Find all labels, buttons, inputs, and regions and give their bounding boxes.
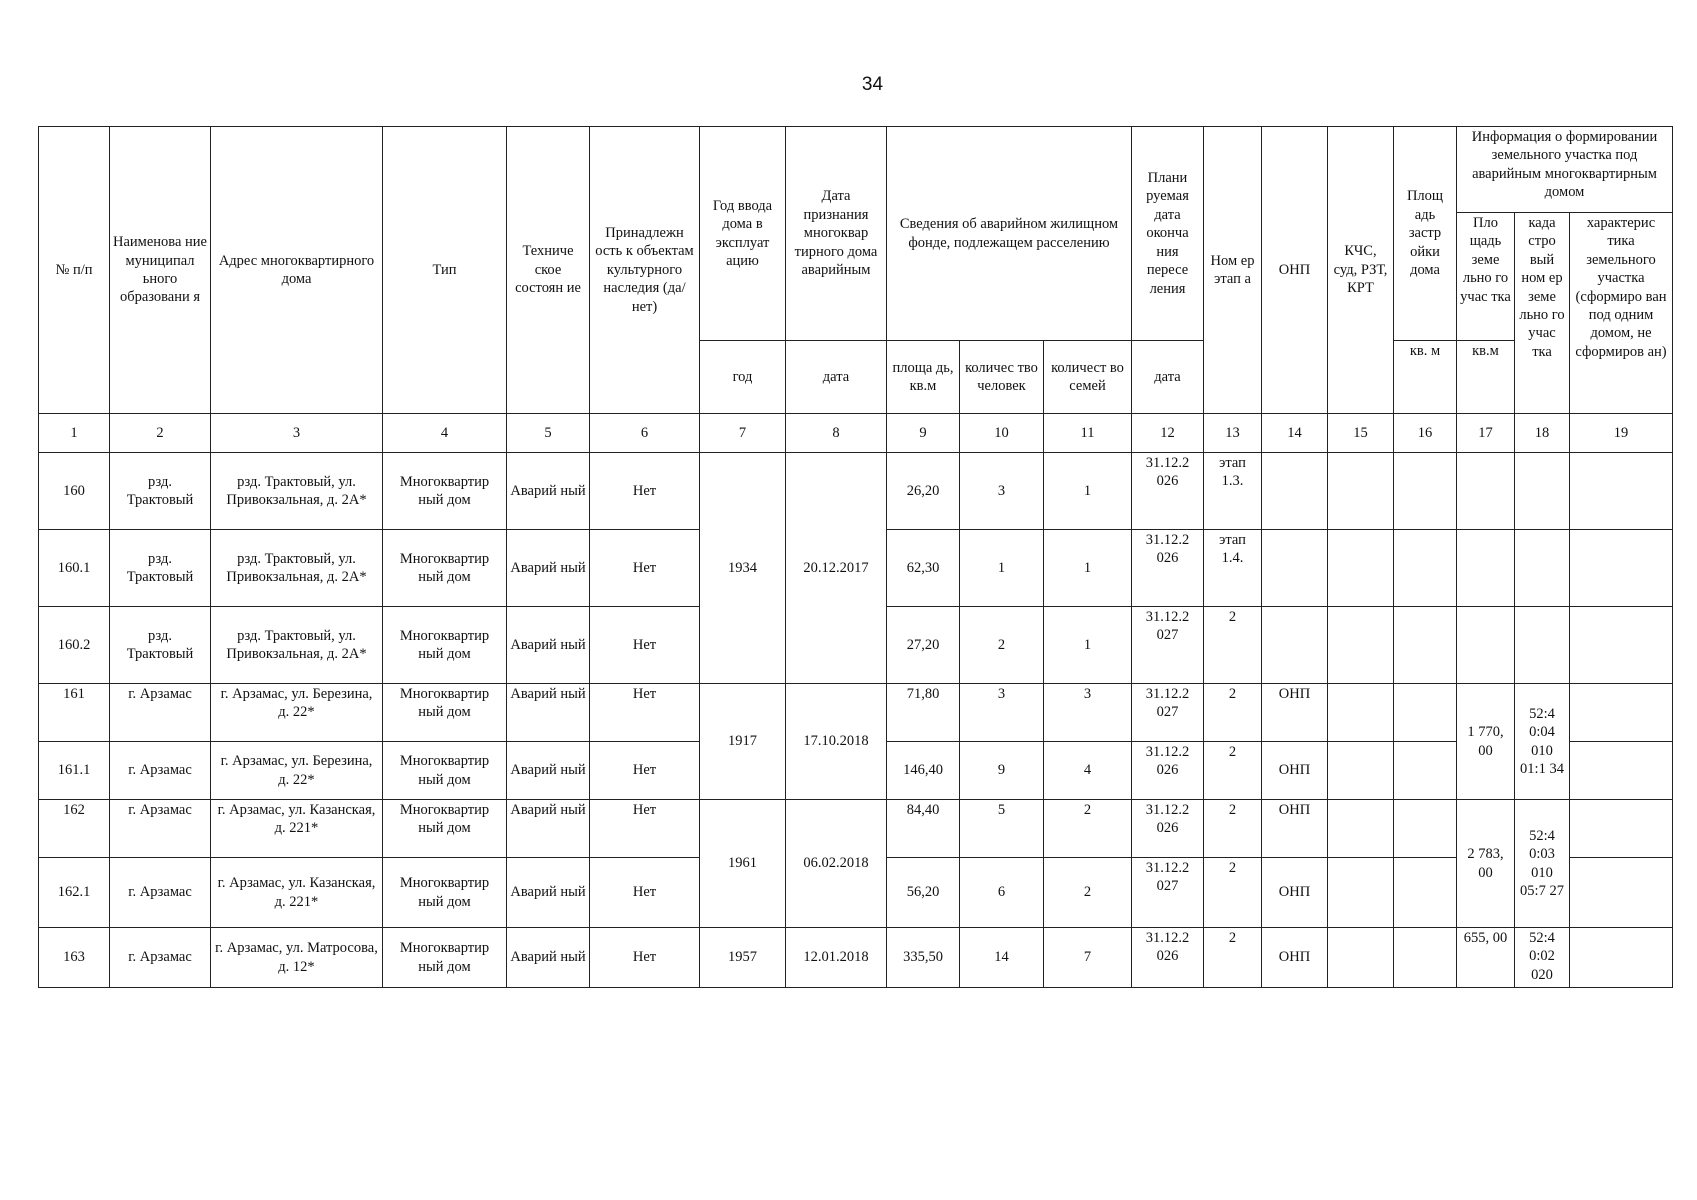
stage-number: 2 — [1204, 607, 1262, 684]
column-number: 5 — [507, 414, 590, 453]
land-characteristic — [1570, 858, 1673, 928]
area-sqm: 84,40 — [887, 800, 960, 858]
stage-number: этап 1.4. — [1204, 530, 1262, 607]
onp: ОНП — [1262, 742, 1328, 800]
land-area — [1457, 530, 1515, 607]
stage-number: 2 — [1204, 858, 1262, 928]
kchs — [1328, 530, 1394, 607]
address: г. Арзамас, ул. Матросова, д. 12* — [211, 928, 383, 988]
column-number: 1 — [39, 414, 110, 453]
column-number: 7 — [700, 414, 786, 453]
planned-end-date: 31.12.2 027 — [1132, 607, 1204, 684]
stage-number: 2 — [1204, 742, 1262, 800]
address: г. Арзамас, ул. Казанская, д. 221* — [211, 858, 383, 928]
header-kchs: КЧС, суд, РЗТ, КРТ — [1328, 127, 1394, 414]
municipality: г. Арзамас — [110, 858, 211, 928]
build-area — [1394, 800, 1457, 858]
column-number: 8 — [786, 414, 887, 453]
emergency-housing-table — [38, 126, 1673, 988]
build-area — [1394, 742, 1457, 800]
building-type: Многоквартир ный дом — [383, 928, 507, 988]
land-characteristic — [1570, 453, 1673, 530]
cultural-heritage: Нет — [590, 453, 700, 530]
land-characteristic — [1570, 742, 1673, 800]
technical-state: Аварий ный — [507, 684, 590, 742]
stage-number: этап 1.3. — [1204, 453, 1262, 530]
header-municipality: Наименова ние муниципал ьного образовани я — [110, 127, 211, 414]
building-type: Многоквартир ный дом — [383, 530, 507, 607]
header-type: Тип — [383, 127, 507, 414]
kchs — [1328, 742, 1394, 800]
cultural-heritage: Нет — [590, 800, 700, 858]
table-row — [39, 928, 1673, 988]
cadastral-number: 52:4 0:04 010 01:1 34 — [1515, 684, 1570, 800]
cultural-heritage: Нет — [590, 530, 700, 607]
row-number: 160 — [39, 453, 110, 530]
address: г. Арзамас, ул. Березина, д. 22* — [211, 684, 383, 742]
building-type: Многоквартир ный дом — [383, 684, 507, 742]
column-number: 12 — [1132, 414, 1204, 453]
row-number: 162 — [39, 800, 110, 858]
column-number: 13 — [1204, 414, 1262, 453]
kchs — [1328, 607, 1394, 684]
cadastral-number — [1515, 530, 1570, 607]
build-area — [1394, 684, 1457, 742]
column-number: 10 — [960, 414, 1044, 453]
address: рзд. Трактовый, ул. Привокзальная, д. 2А* — [211, 607, 383, 684]
year-built: 1957 — [700, 928, 786, 988]
family-count: 1 — [1044, 530, 1132, 607]
land-area — [1457, 453, 1515, 530]
build-area — [1394, 453, 1457, 530]
onp: ОНП — [1262, 800, 1328, 858]
cultural-heritage: Нет — [590, 858, 700, 928]
row-number: 162.1 — [39, 858, 110, 928]
column-number: 16 — [1394, 414, 1457, 453]
planned-end-date: 31.12.2 026 — [1132, 530, 1204, 607]
land-area: 655, 00 — [1457, 928, 1515, 988]
address: г. Арзамас, ул. Казанская, д. 221* — [211, 800, 383, 858]
land-characteristic — [1570, 607, 1673, 684]
header-land-area: Пло щадь земе льно го учас тка — [1457, 213, 1515, 341]
people-count: 6 — [960, 858, 1044, 928]
building-type: Многоквартир ный дом — [383, 453, 507, 530]
planned-end-date: 31.12.2 026 — [1132, 800, 1204, 858]
family-count: 1 — [1044, 607, 1132, 684]
year-built: 1917 — [700, 684, 786, 800]
municipality: рзд. Трактовый — [110, 607, 211, 684]
column-number: 2 — [110, 414, 211, 453]
municipality: г. Арзамас — [110, 800, 211, 858]
area-sqm: 27,20 — [887, 607, 960, 684]
emergency-date: 20.12.2017 — [786, 453, 887, 684]
people-count: 5 — [960, 800, 1044, 858]
land-characteristic — [1570, 800, 1673, 858]
column-number: 4 — [383, 414, 507, 453]
kchs — [1328, 858, 1394, 928]
header-technical-state: Техниче ское состоян ие — [507, 127, 590, 414]
header-planned-date-sub: дата — [1132, 341, 1204, 414]
column-number: 15 — [1328, 414, 1394, 453]
onp: ОНП — [1262, 858, 1328, 928]
people-count: 3 — [960, 453, 1044, 530]
technical-state: Аварий ный — [507, 453, 590, 530]
column-number: 3 — [211, 414, 383, 453]
cadastral-number — [1515, 607, 1570, 684]
cadastral-number: 52:4 0:03 010 05:7 27 — [1515, 800, 1570, 928]
column-number-row — [39, 414, 1673, 453]
emergency-date: 17.10.2018 — [786, 684, 887, 800]
column-number: 14 — [1262, 414, 1328, 453]
municipality: г. Арзамас — [110, 742, 211, 800]
area-sqm: 71,80 — [887, 684, 960, 742]
family-count: 7 — [1044, 928, 1132, 988]
planned-end-date: 31.12.2 026 — [1132, 453, 1204, 530]
family-count: 2 — [1044, 800, 1132, 858]
technical-state: Аварий ный — [507, 607, 590, 684]
header-stage-number: Ном ер этап а — [1204, 127, 1262, 414]
technical-state: Аварий ный — [507, 928, 590, 988]
municipality: г. Арзамас — [110, 928, 211, 988]
row-number: 163 — [39, 928, 110, 988]
header-people-count: количес тво человек — [960, 341, 1044, 414]
header-address: Адрес многоквартирного дома — [211, 127, 383, 414]
cultural-heritage: Нет — [590, 928, 700, 988]
land-characteristic — [1570, 684, 1673, 742]
municipality: рзд. Трактовый — [110, 530, 211, 607]
building-type: Многоквартир ный дом — [383, 742, 507, 800]
planned-end-date: 31.12.2 027 — [1132, 858, 1204, 928]
area-sqm: 26,20 — [887, 453, 960, 530]
cultural-heritage: Нет — [590, 607, 700, 684]
people-count: 2 — [960, 607, 1044, 684]
kchs — [1328, 684, 1394, 742]
kchs — [1328, 928, 1394, 988]
header-cultural-heritage: Принадлежн ость к объектам культурного наследия (да/нет) — [590, 127, 700, 414]
onp: ОНП — [1262, 928, 1328, 988]
stage-number: 2 — [1204, 928, 1262, 988]
row-number: 161 — [39, 684, 110, 742]
column-number: 19 — [1570, 414, 1673, 453]
header-year-sub: год — [700, 341, 786, 414]
column-number: 18 — [1515, 414, 1570, 453]
header-emergency-fund-group: Сведения об аварийном жилищном фонде, подлежащем расселению — [887, 127, 1132, 341]
people-count: 14 — [960, 928, 1044, 988]
header-build-area: Площ адь застр ойки дома — [1394, 127, 1457, 341]
header-date-sub: дата — [786, 341, 887, 414]
header-build-area-unit: кв. м — [1394, 341, 1457, 414]
kchs — [1328, 453, 1394, 530]
header-family-count: количест во семей — [1044, 341, 1132, 414]
header-area-sqm: площа дь, кв.м — [887, 341, 960, 414]
header-row-number: № п/п — [39, 127, 110, 414]
year-built: 1961 — [700, 800, 786, 928]
header-planned-end-date: Плани руемая дата оконча ния пересе ления — [1132, 127, 1204, 341]
building-type: Многоквартир ный дом — [383, 607, 507, 684]
address: рзд. Трактовый, ул. Привокзальная, д. 2А* — [211, 530, 383, 607]
emergency-date: 06.02.2018 — [786, 800, 887, 928]
row-number: 160.2 — [39, 607, 110, 684]
build-area — [1394, 607, 1457, 684]
kchs — [1328, 800, 1394, 858]
cultural-heritage: Нет — [590, 684, 700, 742]
area-sqm: 62,30 — [887, 530, 960, 607]
land-characteristic — [1570, 928, 1673, 988]
onp: ОНП — [1262, 684, 1328, 742]
cadastral-number — [1515, 453, 1570, 530]
municipality: рзд. Трактовый — [110, 453, 211, 530]
row-number: 160.1 — [39, 530, 110, 607]
municipality: г. Арзамас — [110, 684, 211, 742]
building-type: Многоквартир ный дом — [383, 858, 507, 928]
family-count: 4 — [1044, 742, 1132, 800]
planned-end-date: 31.12.2 026 — [1132, 742, 1204, 800]
column-number: 9 — [887, 414, 960, 453]
onp — [1262, 453, 1328, 530]
family-count: 1 — [1044, 453, 1132, 530]
onp — [1262, 530, 1328, 607]
family-count: 3 — [1044, 684, 1132, 742]
address: рзд. Трактовый, ул. Привокзальная, д. 2А* — [211, 453, 383, 530]
onp — [1262, 607, 1328, 684]
header-year-built: Год ввода дома в эксплуат ацию — [700, 127, 786, 341]
column-number: 17 — [1457, 414, 1515, 453]
stage-number: 2 — [1204, 684, 1262, 742]
stage-number: 2 — [1204, 800, 1262, 858]
page-number: 34 — [861, 74, 884, 95]
area-sqm: 335,50 — [887, 928, 960, 988]
cadastral-number: 52:4 0:02 020 — [1515, 928, 1570, 988]
header-cadastral-number: када стро вый ном ер земе льно го учас тка — [1515, 213, 1570, 414]
people-count: 3 — [960, 684, 1044, 742]
emergency-date: 12.01.2018 — [786, 928, 887, 988]
row-number: 161.1 — [39, 742, 110, 800]
technical-state: Аварий ный — [507, 530, 590, 607]
header-land-plot-group: Информация о формировании земельного участка под аварийным многоквартирным домом — [1457, 127, 1673, 213]
people-count: 9 — [960, 742, 1044, 800]
build-area — [1394, 858, 1457, 928]
technical-state: Аварий ный — [507, 742, 590, 800]
table-row — [39, 800, 1673, 858]
build-area — [1394, 928, 1457, 988]
planned-end-date: 31.12.2 027 — [1132, 684, 1204, 742]
area-sqm: 56,20 — [887, 858, 960, 928]
technical-state: Аварий ный — [507, 858, 590, 928]
land-area: 1 770, 00 — [1457, 684, 1515, 800]
land-area: 2 783, 00 — [1457, 800, 1515, 928]
table-row — [39, 453, 1673, 530]
land-area — [1457, 607, 1515, 684]
cultural-heritage: Нет — [590, 742, 700, 800]
technical-state: Аварий ный — [507, 800, 590, 858]
column-number: 6 — [590, 414, 700, 453]
column-number: 11 — [1044, 414, 1132, 453]
people-count: 1 — [960, 530, 1044, 607]
header-land-area-unit: кв.м — [1457, 341, 1515, 414]
area-sqm: 146,40 — [887, 742, 960, 800]
build-area — [1394, 530, 1457, 607]
building-type: Многоквартир ный дом — [383, 800, 507, 858]
header-land-characteristic: характерис тика земельного участка (сформиро ван под одним домом, не сформиров ан) — [1570, 213, 1673, 414]
address: г. Арзамас, ул. Березина, д. 22* — [211, 742, 383, 800]
header-onp: ОНП — [1262, 127, 1328, 414]
land-characteristic — [1570, 530, 1673, 607]
table-row — [39, 684, 1673, 742]
year-built: 1934 — [700, 453, 786, 684]
family-count: 2 — [1044, 858, 1132, 928]
header-emergency-date: Дата признания многоквар тирного дома аварийным — [786, 127, 887, 341]
planned-end-date: 31.12.2 026 — [1132, 928, 1204, 988]
